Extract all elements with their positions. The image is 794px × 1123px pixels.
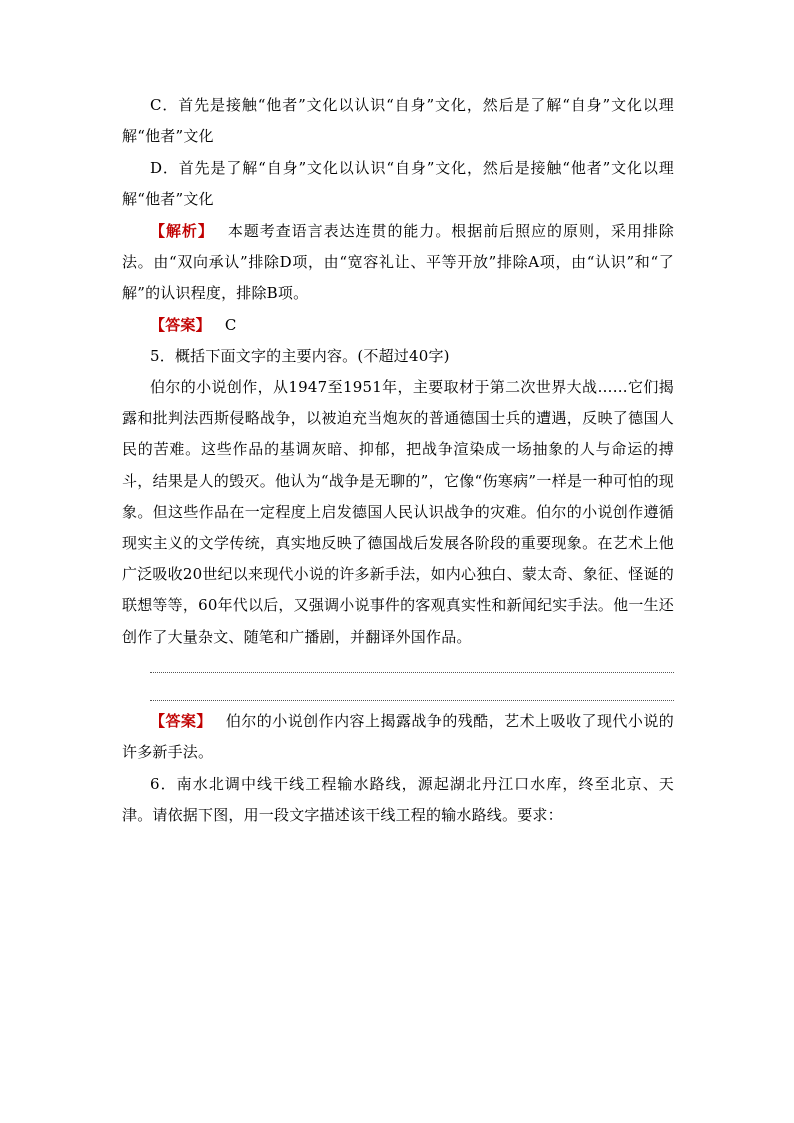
answer-blank-line-2 [150, 700, 674, 701]
answer-5-text: 伯尔的小说创作内容上揭露战争的残酷，艺术上吸收了现代小说的许多新手法。 [122, 712, 674, 762]
analysis-text: 本题考查语言表达连贯的能力。根据前后照应的原则，采用排除法。由“双向承认”排除D项，由“宽容礼让、平等开放”排除A项，由“认识”和“了解”的认识程度，排除B项。 [122, 222, 674, 303]
question-5-passage: 伯尔的小说创作，从1947至1951年，主要取材于第二次世界大战……它们揭露和批判法西斯侵略战争，以被迫充当炮灰的普通德国士兵的遭遇，反映了德国人民的苦难。这些作品的基调灰暗、抑郁，把战争渲染成一场抽象的人与命运的搏斗，结果是人的毁灭。他认为“战争是无聊的”，它像“伤寒病”一样是一种可怕的现象。但这些作品在一定程度上启发德国人民认识战争的灾难。伯尔的小说创作遵循现实主义的文学传统，真实地反映了德国战后发展各阶段的重要现象。在艺术上他广泛吸收20世纪以来现代小说的许多新手法，如内心独白、蒙太奇、象征、怪诞的联想等等，60年代以后，又强调小说事件的客观真实性和新闻纪实手法。他一生还创作了大量杂文、随笔和广播剧，并翻译外国作品。 [122, 378, 674, 646]
answer-4-text: C [224, 316, 237, 334]
analysis-tag: 【解析】 [150, 222, 214, 240]
answer-5-tag: 【答案】 [150, 712, 212, 730]
answer-4-tag: 【答案】 [150, 316, 211, 334]
answer-4-block [122, 310, 674, 341]
answer-5-block [122, 706, 674, 768]
option-c: C．首先是接触“他者”文化以认识“自身”文化，然后是了解“自身”文化以理解“他者”文化 [122, 96, 674, 146]
option-d: D．首先是了解“自身”文化以认识“自身”文化，然后是接触“他者”文化以理解“他者”文化 [122, 159, 674, 209]
question-5-prompt: 5．概括下面文字的主要内容。(不超过40字) [150, 347, 450, 365]
analysis-block [122, 216, 674, 310]
question-6-prompt: 6．南水北调中线干线工程输水路线，源起湖北丹江口水库，终至北京、天津。请依据下图，用一段文字描述该干线工程的输水路线。要求： [122, 775, 674, 825]
answer-blank-line-1 [150, 672, 674, 673]
